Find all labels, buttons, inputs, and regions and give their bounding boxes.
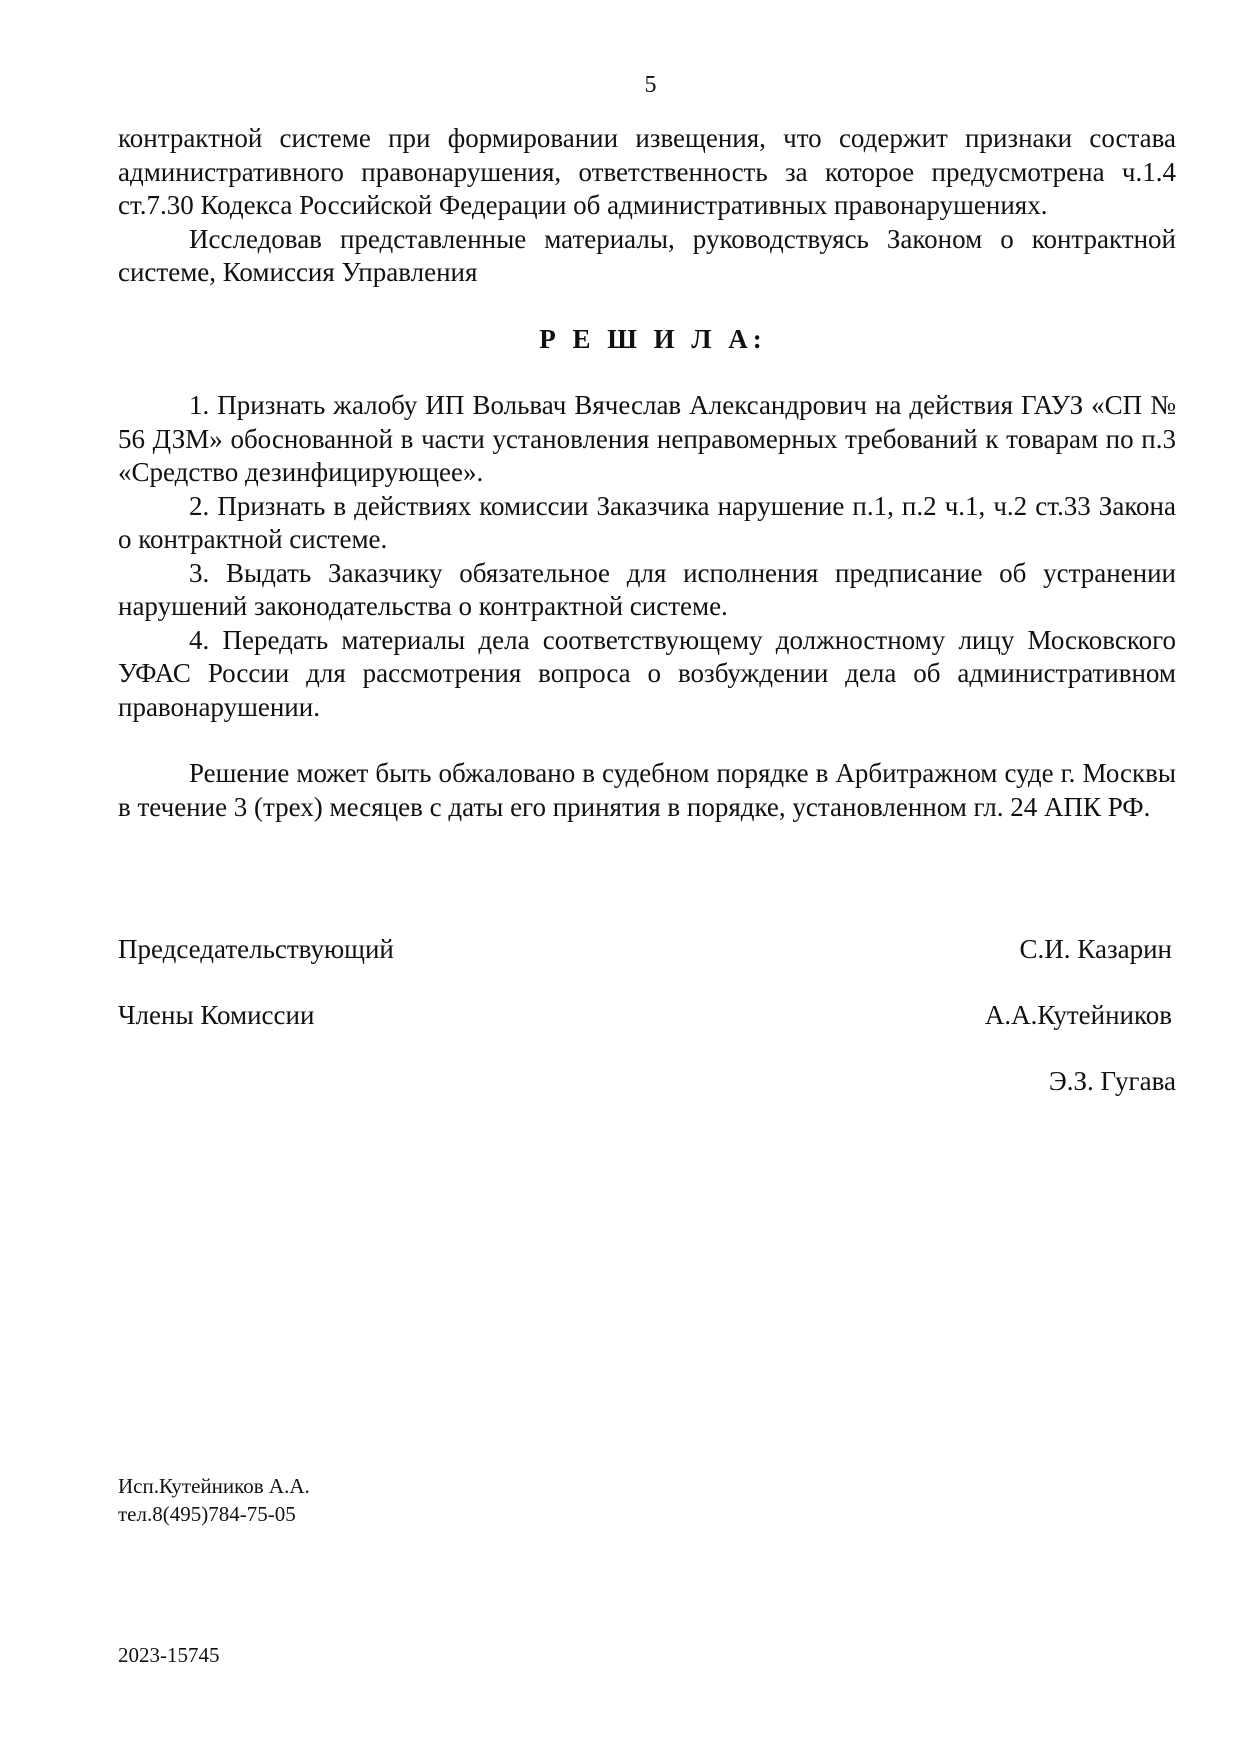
chair-signature-row: [118, 934, 1176, 968]
document-body: [118, 122, 1176, 824]
chair-name: С.И. Казарин: [1019, 934, 1172, 964]
member-name-2: Э.З. Гугава: [1048, 1066, 1176, 1096]
page-number: 5: [644, 72, 657, 98]
chair-label: Председательствующий: [118, 934, 394, 964]
executor-phone: тел.8(495)784-75-05: [118, 1502, 296, 1526]
decision-item-1: 1. Признать жалобу ИП Вольвач Вячеслав Александрович на действия ГАУЗ «СП № 56 ДЗМ» обоснованной в части установления неправомерных требований к товарам по п.3 «Средство дезинфицирующее».: [118, 390, 1176, 487]
executor-name: Исп.Кутейников А.А.: [118, 1474, 310, 1498]
members-signature-row: [118, 1000, 1176, 1034]
appeal-paragraph: Решение может быть обжаловано в судебном порядке в Арбитражном суде г. Москвы в течение 3 (трех) месяцев с даты его принятия в порядке, установленном гл. 24 АПК РФ.: [118, 758, 1176, 822]
document-number: 2023-15745: [118, 1643, 220, 1667]
decision-item-2: 2. Признать в действиях комиссии Заказчика нарушение п.1, п.2 ч.1, ч.2 ст.33 Закона о контрактной системе.: [118, 490, 1176, 554]
decision-item-3: 3. Выдать Заказчику обязательное для исполнения предписание об устранении нарушений законодательства о контрактной системе.: [118, 557, 1176, 621]
executor-info: [118, 1472, 310, 1528]
paragraph-intro: Исследовав представленные материалы, руководствуясь Законом о контрактной системе, Комиссия Управления: [118, 223, 1176, 287]
paragraph-continuation: контрактной системе при формировании извещения, что содержит признаки состава административного правонарушения, ответственность за которое предусмотрена ч.1.4 ст.7.30 Кодекса Российской Федерации об административных правонарушениях.: [118, 123, 1176, 220]
decision-item-4: 4. Передать материалы дела соответствующему должностному лицу Московского УФАС России для рассмотрения вопроса о возбуждении дела об административном правонарушении.: [118, 624, 1176, 722]
member-name-1: А.А.Кутейников: [984, 1000, 1172, 1030]
decision-heading: Р Е Ш И Л А:: [539, 323, 767, 354]
member-signature-row-2: [118, 1066, 1176, 1100]
members-label: Члены Комиссии: [118, 1000, 315, 1030]
